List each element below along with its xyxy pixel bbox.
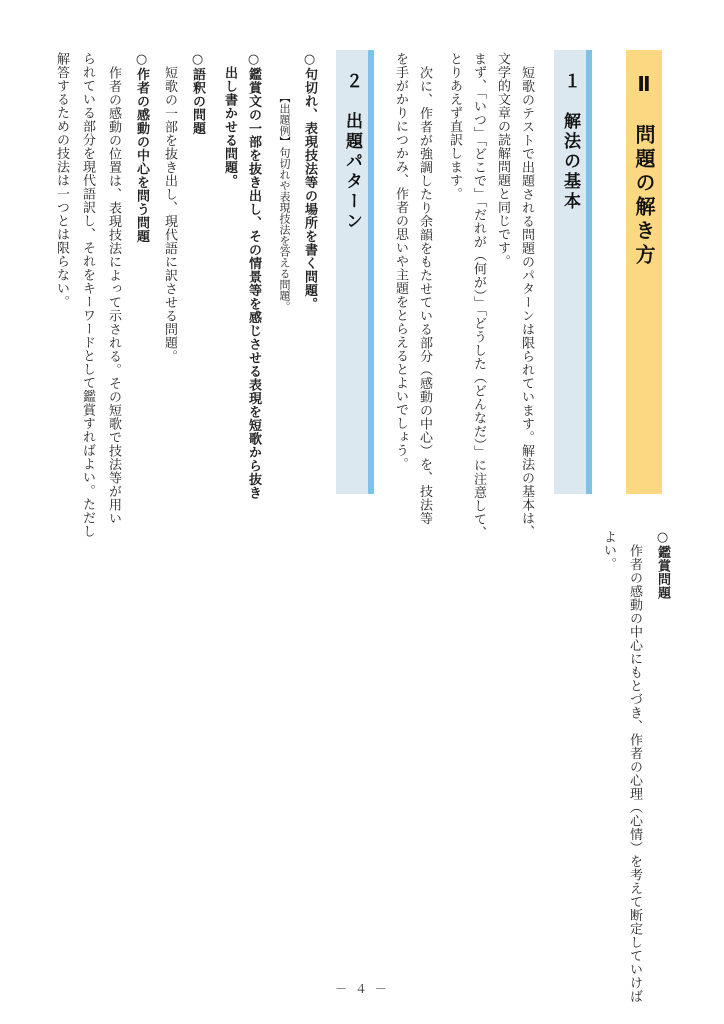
part1-heading-box <box>554 50 592 494</box>
item2-title-line1: ○鑑賞文の一部を抜き出し、その情景等を感じさせる表現を短歌から抜き <box>246 52 261 500</box>
item4-line-3: 解答するための技法は一つとは限らない。 <box>54 52 69 309</box>
part1-line-4: とりあえず直訳します。 <box>447 52 462 201</box>
item4-line-2: られている部分を現代語訳し、それをキーワードとして鑑賞すればよい。ただし <box>80 52 95 538</box>
item5-line-1: 作者の感動の中心にもとづき、作者の心理（心情）を考えて断定していけば <box>627 544 642 1003</box>
part1-line-1: 短歌のテストで出題される問題のパターンは限られています。解法の基本は、 <box>519 66 534 539</box>
part2-heading-box <box>336 50 374 494</box>
section-banner <box>626 50 662 494</box>
item1-title: ○句切れ、表現技法等の場所を書く問題。 <box>302 52 317 311</box>
page-number: － ４ － <box>335 982 389 996</box>
item4-title: ○作者の感動の中心を問う問題 <box>134 52 149 243</box>
item4-line-1: 作者の感動の位置は、表現技法によって示される。その短歌で技法等が用い <box>106 66 121 525</box>
item3-body: 短歌の一部を抜き出し、現代語に訳させる問題。 <box>162 66 177 363</box>
item1-example: 【出題例】句切れや表現技法を答える問題。 <box>278 92 291 312</box>
item2-title-line2: 出し書かせる問題。 <box>222 66 237 188</box>
part1-line-6: を手がかりにつかみ、作者の思いや主題をとらえるとよいでしょう。 <box>393 52 408 471</box>
item3-title: ○語釈の問題 <box>190 52 205 135</box>
part1-heading: １ 解法の基本 <box>560 72 580 212</box>
item5-line-2: よい。 <box>601 530 616 571</box>
item5-title: ○鑑賞問題 <box>655 530 670 600</box>
part1-line-2: 文学的文章の読解問題と同じです。 <box>495 52 510 268</box>
part1-line-3: まず、「いつ」「どこで」「だれが（何が）」「どうした（どんなだ）」に注意して、 <box>471 52 486 540</box>
part2-heading: ２ 出題パターン <box>342 72 362 232</box>
part1-line-5: 次に、作者が強調したり余韻をもたせている部分（感動の中心）を、技法等 <box>417 66 432 525</box>
section-title: Ⅱ 問題の解き方 <box>632 72 656 268</box>
